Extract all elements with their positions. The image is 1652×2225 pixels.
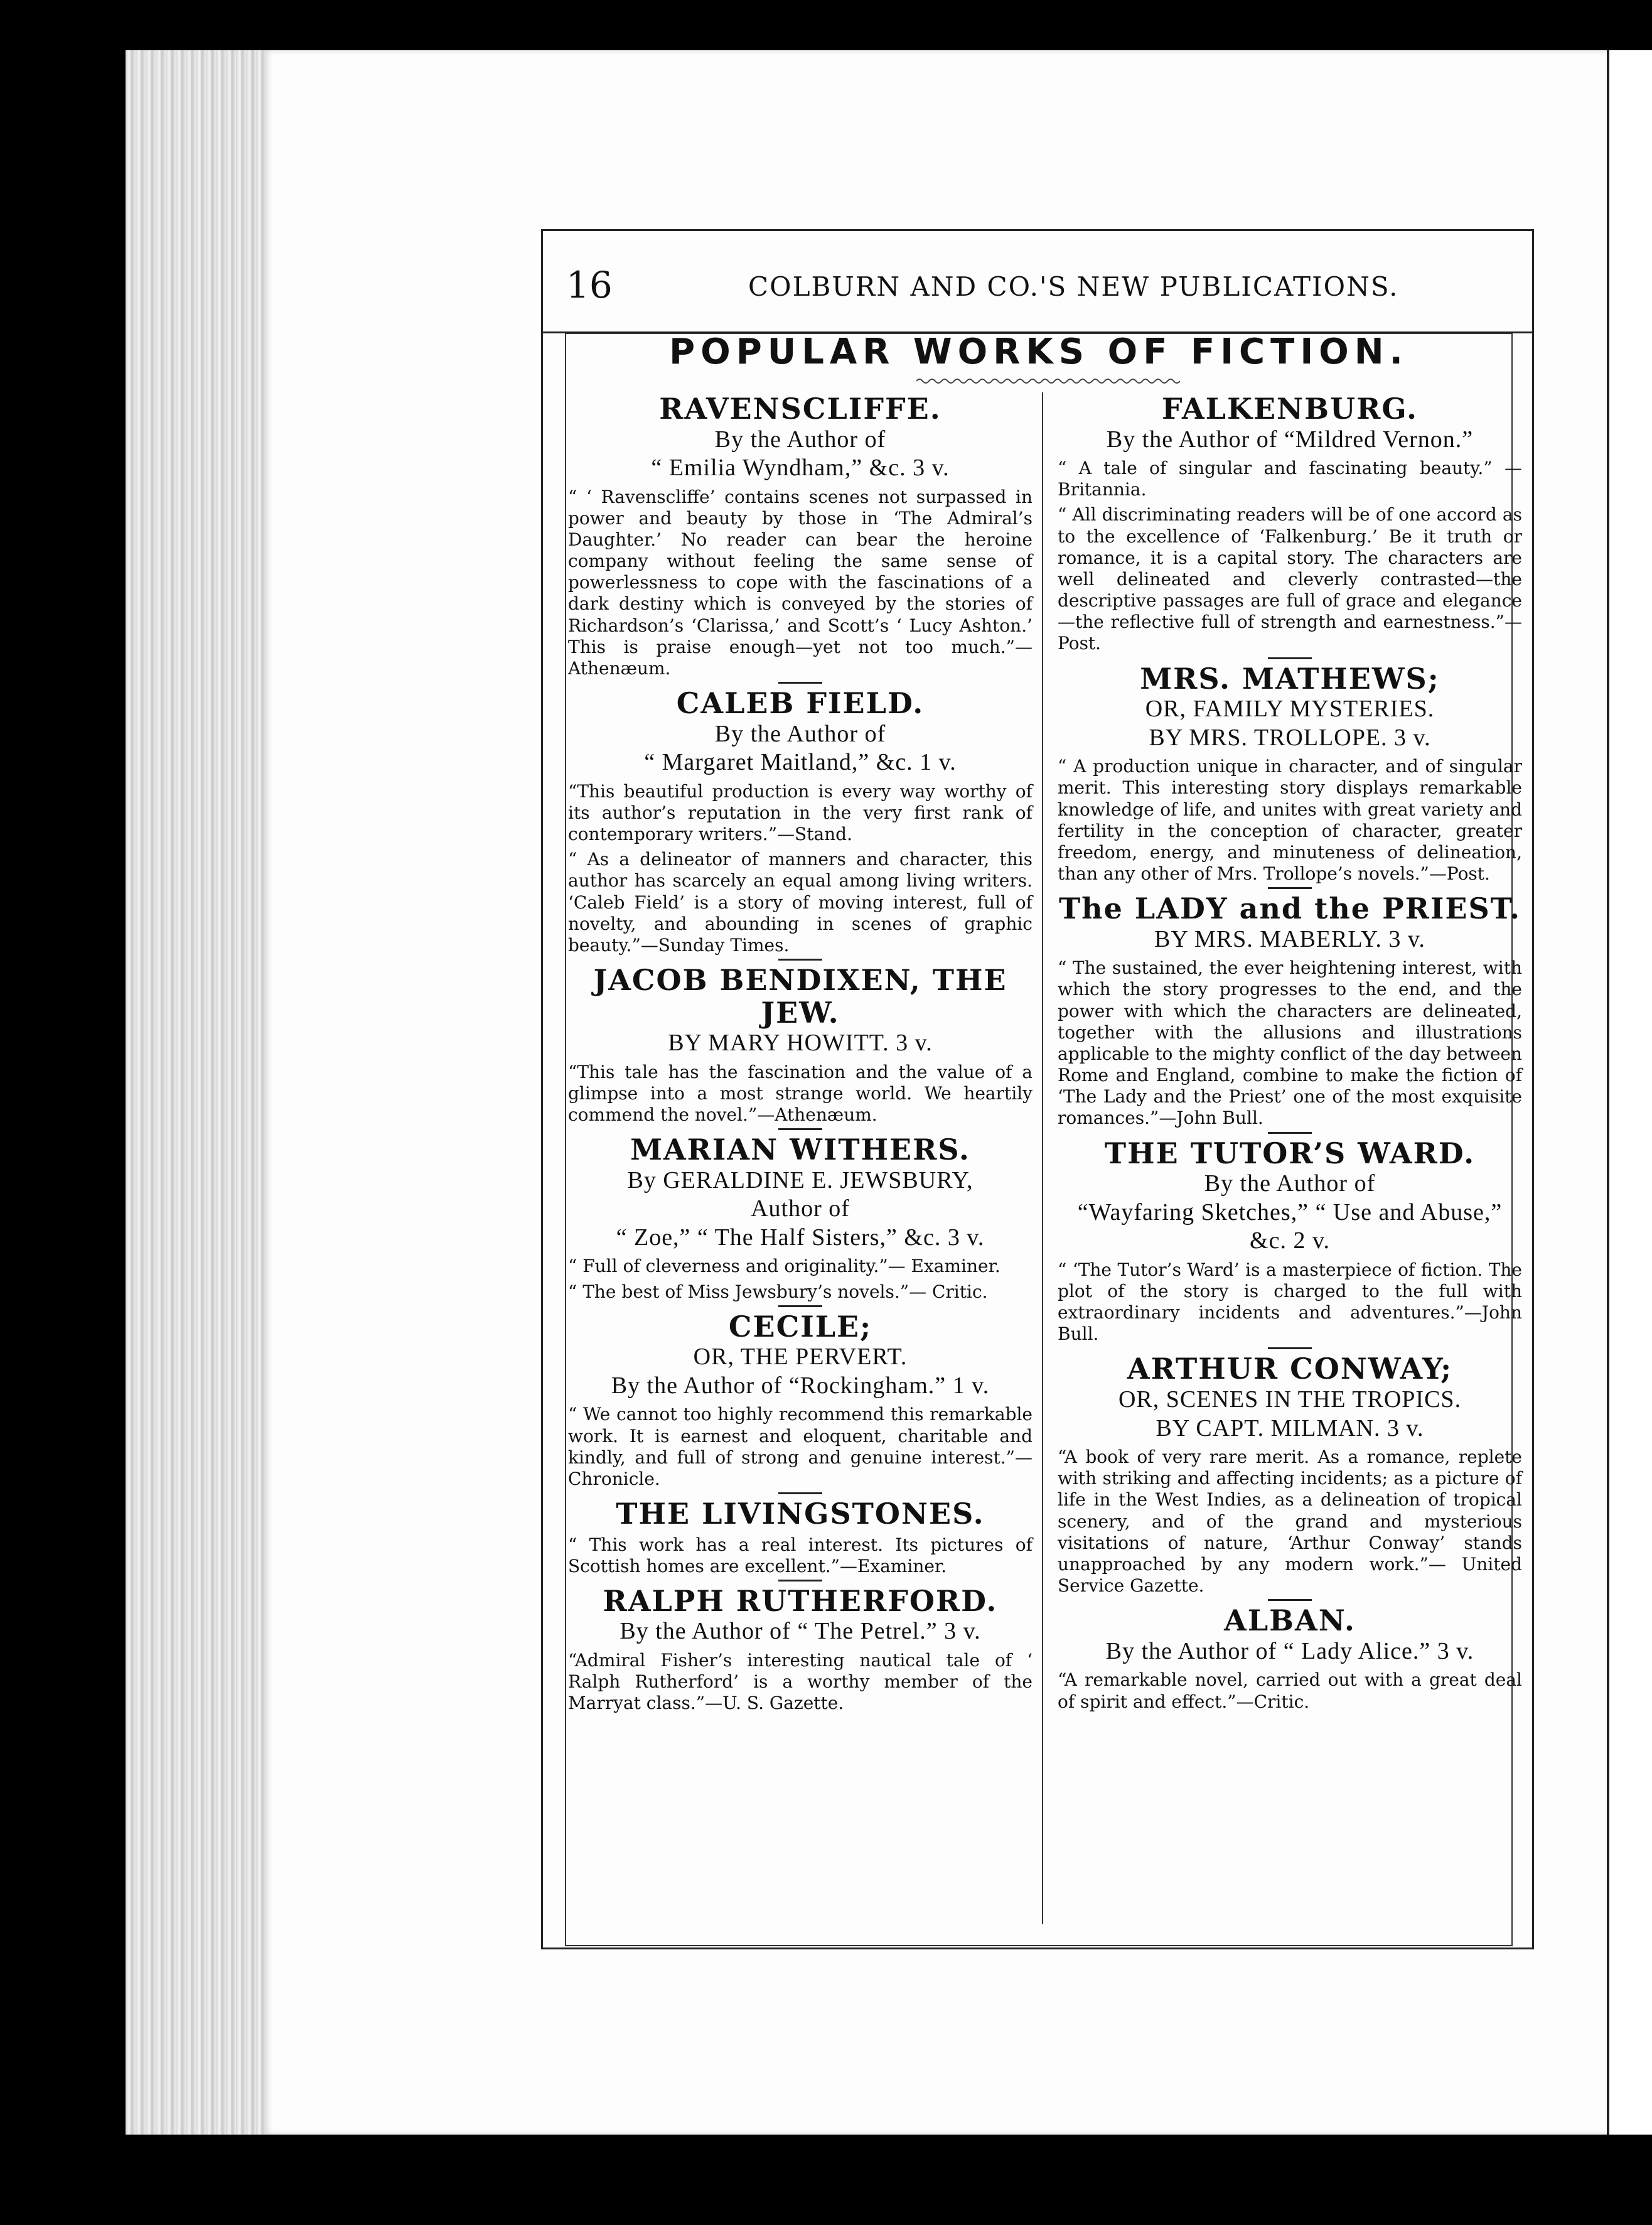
review-quote: “ A production unique in character, and of singular merit. This interesting story displays remarkable knowledge of life, and unites with great variety and fertility in the conception of character, greater freedom, energy, and minuteness of delineation, than any other of Mrs. Trollope’s novels.”—Post.	[1058, 756, 1522, 884]
entry-separator-rule	[778, 1492, 822, 1494]
book-title: ALBAN.	[1224, 1603, 1356, 1638]
book-title: CALEB FIELD.	[676, 686, 925, 721]
right-column	[1058, 389, 1522, 1713]
review-quote: “ The best of Miss Jewsbury’s novels.”— Critic.	[568, 1281, 988, 1302]
book-title: THE LIVINGSTONES.	[616, 1497, 985, 1531]
book-byline: By the Author of	[1204, 1170, 1376, 1197]
book-byline: OR, SCENES IN THE TROPICS.	[1118, 1386, 1462, 1413]
wavy-rule	[916, 377, 1180, 385]
book-title: ARTHUR CONWAY;	[1127, 1352, 1453, 1386]
book-byline: OR, THE PERVERT.	[693, 1344, 908, 1371]
book-entry	[1058, 1347, 1522, 1597]
book-title: FALKENBURG.	[1162, 392, 1418, 426]
book-byline: By the Author of	[714, 720, 886, 747]
facing-page-edge	[1607, 50, 1652, 2135]
entry-separator-rule	[778, 1580, 822, 1581]
book-title: MRS. MATHEWS;	[1140, 661, 1440, 696]
entry-separator-rule	[1268, 1132, 1312, 1134]
book-entry	[568, 393, 1032, 679]
book-entry	[568, 1128, 1032, 1303]
book-entry	[568, 1305, 1032, 1490]
book-byline: BY MRS. TROLLOPE. 3 v.	[1149, 724, 1431, 751]
book-byline: “ Margaret Maitland,” &c. 1 v.	[644, 749, 957, 776]
book-byline: “Wayfaring Sketches,” “ Use and Abuse,” &c. 2 v.	[1077, 1199, 1503, 1254]
book-byline: By GERALDINE E. JEWSBURY,	[627, 1166, 973, 1193]
book-page-edges	[126, 50, 270, 2135]
book-title: RALPH RUTHERFORD.	[603, 1583, 998, 1618]
review-quote: “ ‘The Tutor’s Ward’ is a masterpiece of fiction. The plot of the story is charged to the full with extraordinary incidents and adventures.”—John Bull.	[1058, 1259, 1522, 1345]
book-title: RAVENSCLIFFE.	[659, 392, 941, 426]
review-quote: “ ‘ Ravenscliffe’ contains scenes not surpassed in power and beauty by those in ‘The Admiral’s Daughter.’ No reader can bear the heroine company without feeling the same sense of powerlessness to cope with the fascinations of a dark destiny which is conveyed by the stories of Richardson’s ‘Clarissa,’ and Scott’s ‘ Lucy Ashton.’ This is praise enough—yet not too much.”— Athenæum.	[568, 486, 1032, 679]
book-byline: “ Zoe,” “ The Half Sisters,” &c. 3 v.	[616, 1224, 985, 1251]
review-quote: “A book of very rare merit. As a romance, replete with striking and affecting incidents; as a picture of life in the West Indies, as a delineation of tropical scenery, and of the grand and mysterious visitations of nature, ‘Arthur Conway’ stands unapproached by any modern work.”— United Service Gazette.	[1058, 1447, 1522, 1597]
book-title: The LADY and the PRIEST.	[1058, 892, 1521, 926]
entry-separator-rule	[1268, 887, 1312, 889]
review-quote: “This beautiful production is every way worthy of its author’s reputation in the very first rank of contemporary writers.”—Stand.	[568, 780, 1032, 845]
review-quote: “A remarkable novel, carried out with a great deal of spirit and effect.”—Critic.	[1058, 1669, 1522, 1712]
review-quote: “This tale has the fascination and the value of a glimpse into a most strange world. We heartily commend the novel.”—Athenæum.	[568, 1061, 1032, 1125]
book-byline: BY MRS. MABERLY. 3 v.	[1154, 925, 1425, 952]
book-entry	[1058, 393, 1522, 655]
review-quote: “Admiral Fisher’s interesting nautical tale of ‘ Ralph Rutherford’ is a worthy member of the Marryat class.”—U. S. Gazette.	[568, 1650, 1032, 1714]
book-entry	[1058, 1132, 1522, 1345]
book-entry	[568, 1580, 1032, 1715]
book-entry	[1058, 1599, 1522, 1712]
review-quote: “ All discriminating readers will be of one accord as to the excellence of ‘Falkenburg.’ Be it truth or romance, it is a capital story. The characters are well delineated and cleverly contrasted—the descriptive passages are full of grace and elegance—the reflective full of strength and earnestness.”—Post.	[1058, 504, 1522, 654]
book-byline: By the Author of	[714, 426, 886, 453]
book-byline: By the Author of “Mildred Vernon.”	[1106, 426, 1474, 453]
entry-separator-rule	[778, 1305, 822, 1307]
book-entry	[568, 682, 1032, 956]
book-entry	[568, 1492, 1032, 1577]
book-byline: OR, FAMILY MYSTERIES.	[1145, 696, 1435, 723]
book-byline: By the Author of “Rockingham.” 1 v.	[611, 1372, 990, 1399]
book-title: CECILE;	[728, 1309, 872, 1344]
scan-border-left	[0, 0, 126, 2225]
book-entry	[1058, 887, 1522, 1129]
entry-separator-rule	[778, 1128, 822, 1130]
running-title: COLBURN AND CO.'S NEW PUBLICATIONS.	[748, 271, 1399, 302]
review-quote: “ Full of cleverness and originality.”— Examiner.	[568, 1256, 1000, 1277]
review-quote: “ The sustained, the ever heightening interest, with which the story progresses to the end, and the power with which the characters are delineated, together with the allusions and illustrations applicable to the mighty conflict of the day between Rome and England, combine to make the fiction of ‘The Lady and the Priest’ one of the most exquisite romances.”—John Bull.	[1058, 957, 1522, 1129]
review-quote: “ We cannot too highly recommend this remarkable work. It is earnest and eloquent, charitable and kindly, and full of strong and genuine interest.”—Chronicle.	[568, 1404, 1032, 1489]
review-quote: “ As a delineator of manners and character, this author has scarcely an equal among living writers. ‘Caleb Field’ is a story of moving interest, full of novelty, and abounding in scenes of graphic beauty.”—Sunday Times.	[568, 849, 1032, 956]
entry-separator-rule	[778, 959, 822, 961]
left-column	[568, 389, 1032, 1715]
page-number: 16	[566, 264, 613, 306]
scan-border-top	[0, 0, 1652, 50]
entry-separator-rule	[778, 682, 822, 684]
column-divider	[1042, 392, 1043, 1924]
book-title: THE TUTOR’S WARD.	[1104, 1136, 1476, 1170]
book-entry	[568, 959, 1032, 1126]
review-quote: “ This work has a real interest. Its pictures of Scottish homes are excellent.”—Examiner.	[568, 1534, 1032, 1576]
review-quote: “ A tale of singular and fascinating beauty.” —Britannia.	[1058, 458, 1522, 500]
book-byline: Author of	[751, 1195, 850, 1222]
book-byline: By the Author of “ Lady Alice.” 3 v.	[1105, 1637, 1474, 1664]
book-byline: BY MARY HOWITT. 3 v.	[668, 1030, 933, 1057]
book-byline: BY CAPT. MILMAN. 3 v.	[1156, 1414, 1424, 1441]
book-entry	[1058, 657, 1522, 885]
book-title: JACOB BENDIXEN, THE JEW.	[593, 963, 1007, 1030]
entry-separator-rule	[1268, 1347, 1312, 1349]
scan-border-bottom	[0, 2135, 1652, 2225]
book-byline: By the Author of “ The Petrel.” 3 v.	[620, 1618, 981, 1645]
running-head	[541, 251, 1534, 326]
book-title: MARIAN WITHERS.	[630, 1133, 970, 1167]
book-byline: “ Emilia Wyndham,” &c. 3 v.	[651, 455, 950, 482]
entry-separator-rule	[1268, 1599, 1312, 1601]
entry-separator-rule	[1268, 657, 1312, 659]
section-heading: POPULAR WORKS OF FICTION.	[669, 331, 1408, 372]
